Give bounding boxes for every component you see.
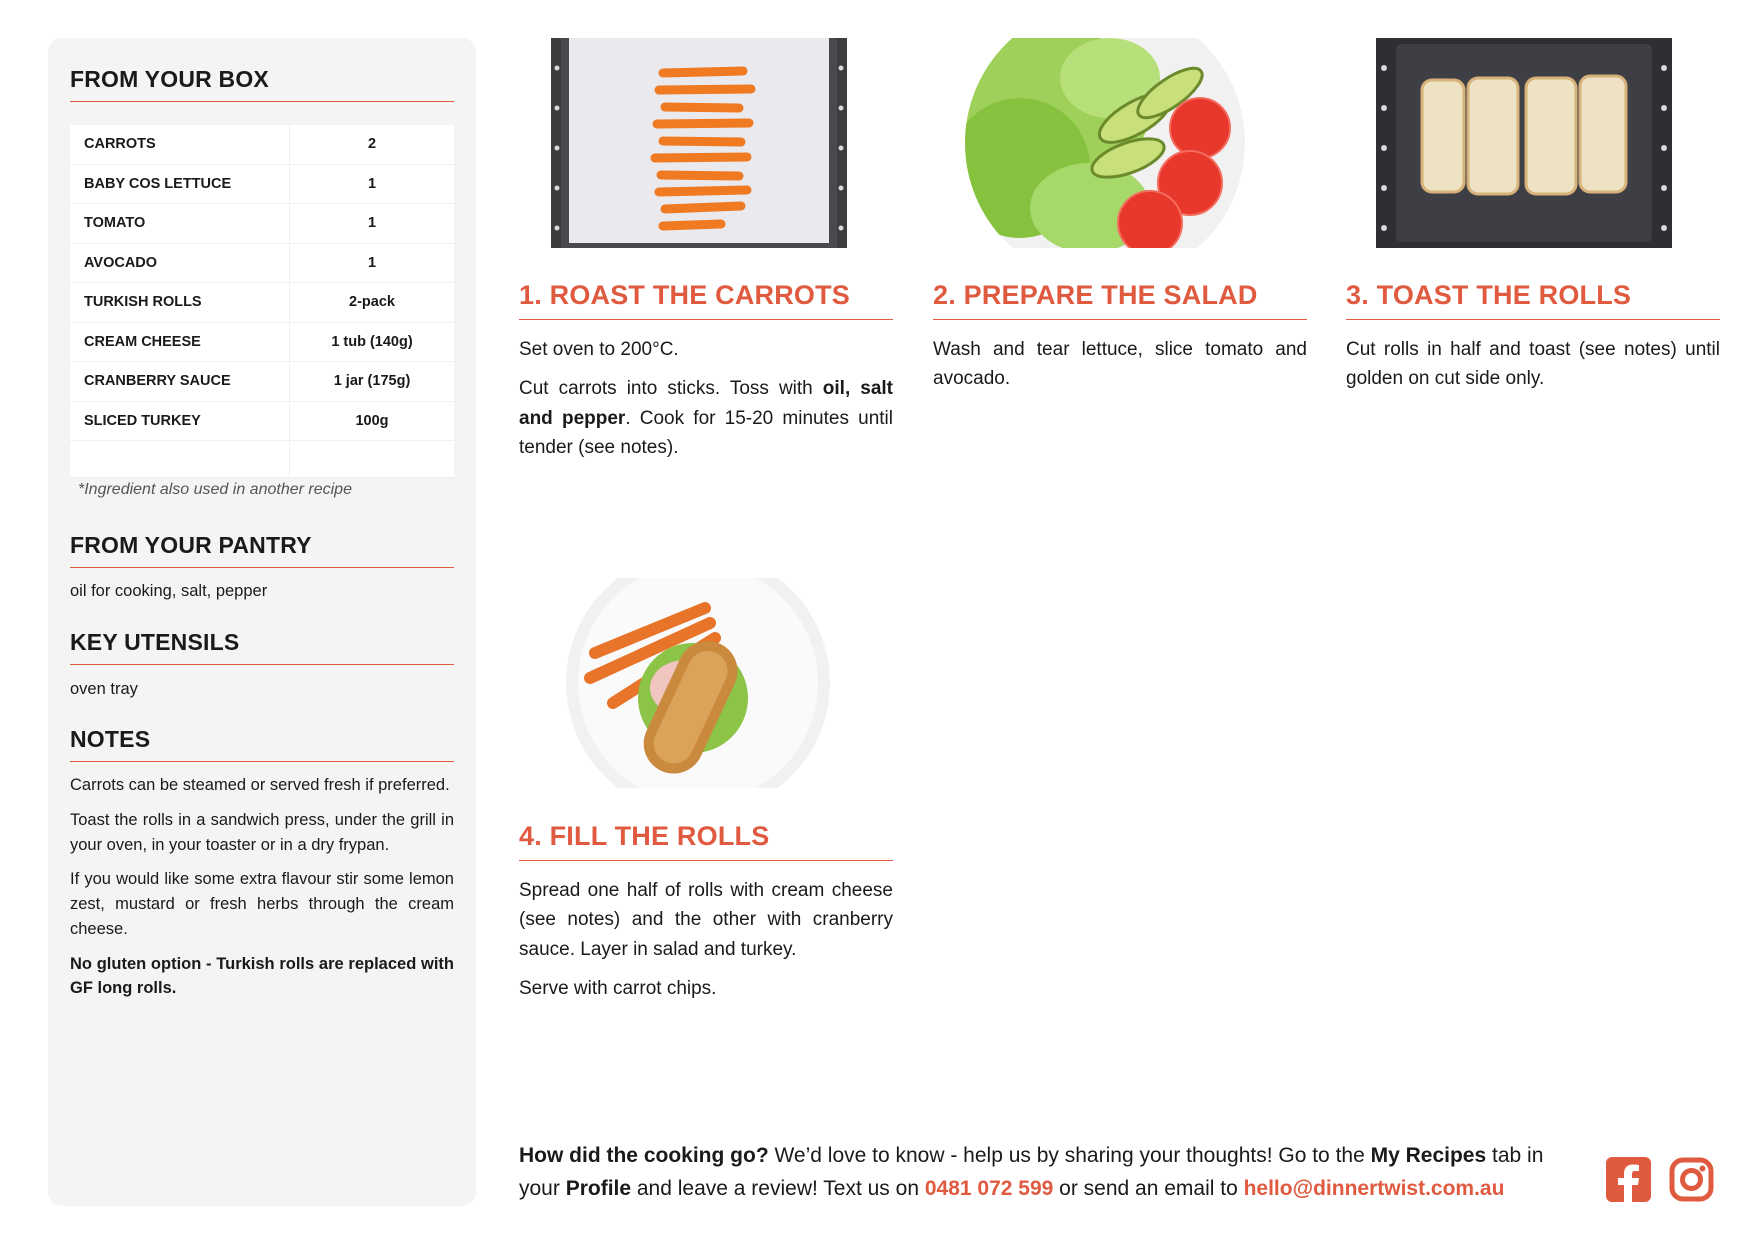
ingredient-name: AVOCADO (70, 243, 290, 283)
ingredient-qty: 1 tub (140g) (290, 322, 455, 362)
step-1-line-1: Set oven to 200°C. (519, 339, 679, 360)
ingredient-row (70, 164, 454, 204)
note-item: Toast the rolls in a sandwich press, under the grill in your oven, in your toaster or in a dry frypan. (70, 810, 454, 854)
ingredient-row (70, 362, 454, 402)
step-4-body (519, 876, 893, 1014)
ingredient-row-empty (70, 441, 454, 478)
phone-link[interactable]: 0481 072 599 (924, 1176, 1054, 1200)
key-utensils-heading: KEY UTENSILS (70, 629, 454, 665)
ingredient-name: SLICED TURKEY (70, 401, 290, 441)
from-your-pantry-heading: FROM YOUR PANTRY (70, 532, 454, 568)
empty-cell (70, 441, 290, 478)
note-item: If you would like some extra flavour stir some lemon zest, mustard or fresh herbs through the cream cheese. (70, 870, 454, 938)
ingredients-sidebar (48, 38, 476, 1206)
ingredient-qty: 2 (290, 125, 455, 164)
step-1-title: 1. ROAST THE CARROTS (519, 280, 893, 320)
step-2-title: 2. PREPARE THE SALAD (933, 280, 1307, 320)
ingredient-row (70, 322, 454, 362)
notes-heading: NOTES (70, 726, 454, 762)
ingredient-name: TURKISH ROLLS (70, 283, 290, 323)
ingredient-row (70, 283, 454, 323)
from-your-box-heading: FROM YOUR BOX (70, 66, 454, 102)
note-item-gluten: No gluten option - Turkish rolls are replaced with GF long rolls. (70, 954, 454, 998)
ingredient-qty: 1 (290, 164, 455, 204)
ingredient-row (70, 401, 454, 441)
step-1-body (519, 335, 893, 473)
step-4-line-1: Spread one half of rolls with cream cheese (see notes) and the other with cranberry sauce. Layer in salad and turkey. (519, 880, 893, 960)
ingredient-qty: 100g (290, 401, 455, 441)
roasted-carrots-tray-photo (551, 38, 847, 248)
ingredient-qty: 1 jar (175g) (290, 362, 455, 402)
note-item: Carrots can be steamed or served fresh if preferred. (70, 776, 450, 794)
ingredient-qty: 2-pack (290, 283, 455, 323)
ingredient-name: CARROTS (70, 125, 290, 164)
utensils-text: oven tray (70, 680, 138, 698)
notes-list (70, 773, 454, 1011)
step-3-title: 3. TOAST THE ROLLS (1346, 280, 1720, 320)
ingredient-qty: 1 (290, 204, 455, 244)
email-link[interactable]: hello@dinnertwist.com.au (1243, 1176, 1505, 1200)
filled-roll-plate-photo (565, 578, 831, 788)
step-3-body (1346, 335, 1720, 404)
step-2-line-1: Wash and tear lettuce, slice tomato and avocado. (933, 339, 1307, 390)
ingredient-name: CRANBERRY SAUCE (70, 362, 290, 402)
empty-cell (290, 441, 455, 478)
ingredient-row (70, 243, 454, 283)
step-3-line-1: Cut rolls in half and toast (see notes) until golden on cut side only. (1346, 339, 1720, 390)
toasted-rolls-tray-photo (1376, 38, 1672, 248)
feedback-footer: How did the cooking go? We’d love to know - help us by sharing your thoughts! Go to the My Recipes tab in your Profile and leave a review! Text us on 0481 072 599 or send an email to hello@dinnertwist.com.au (519, 1144, 1544, 1200)
facebook-icon[interactable] (1606, 1157, 1651, 1202)
ingredient-name: TOMATO (70, 204, 290, 244)
step-1-line-2: Cut carrots into sticks. Toss with oil, salt and pepper. Cook for 15-20 minutes until tender (see notes). (519, 378, 893, 459)
ingredient-qty: 1 (290, 243, 455, 283)
ingredient-row (70, 125, 454, 164)
salad-plate-photo (960, 38, 1250, 248)
pantry-text: oil for cooking, salt, pepper (70, 582, 268, 600)
ingredient-name: CREAM CHEESE (70, 322, 290, 362)
instagram-icon[interactable] (1669, 1157, 1714, 1202)
ingredient-name: BABY COS LETTUCE (70, 164, 290, 204)
step-4-line-2: Serve with carrot chips. (519, 978, 717, 1000)
ingredients-table (70, 125, 454, 478)
step-4-title: 4. FILL THE ROLLS (519, 821, 893, 861)
ingredient-row (70, 204, 454, 244)
step-2-body (933, 335, 1307, 404)
ingredient-footnote: *Ingredient also used in another recipe (78, 481, 352, 498)
